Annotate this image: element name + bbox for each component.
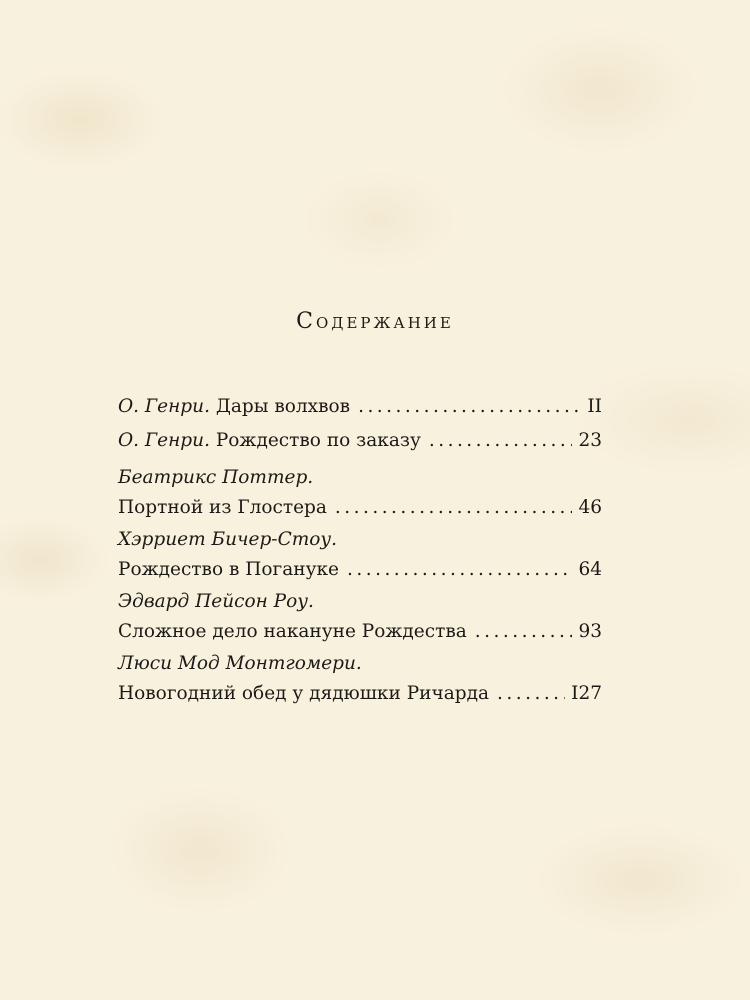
toc-entry (118, 587, 602, 647)
toc-entry-line (118, 392, 602, 422)
toc-entry-page: I27 (571, 683, 602, 704)
toc-entry-author: О. Генри. (118, 430, 210, 451)
toc-entry-author: Беатрикс Поттер. (118, 467, 314, 488)
toc-entry (118, 426, 602, 456)
dot-leader (429, 426, 573, 456)
toc-entry-title: Дары волхвов (215, 396, 351, 417)
toc-entry-page: 93 (578, 621, 602, 642)
toc-entry (118, 649, 602, 709)
toc-entry (118, 392, 602, 422)
toc-entry-line (118, 617, 602, 647)
toc-entry (118, 463, 602, 523)
dot-leader (358, 392, 581, 422)
dot-leader (335, 493, 573, 523)
toc-entry-title: Рождество в Поганукe (118, 559, 339, 580)
toc-entry-line (118, 555, 602, 585)
toc-title: Содержание (296, 309, 454, 334)
toc-entry-author: Хэрриет Бичер-Стоу. (118, 529, 338, 550)
toc-entry-title: Новогодний обед у дядюшки Ричарда (118, 683, 490, 704)
dot-leader (475, 617, 573, 647)
toc-entry-page: 64 (578, 559, 602, 580)
toc-entry-author: Люси Мод Монтгомери. (118, 653, 362, 674)
toc-entry-page: 46 (578, 497, 602, 518)
toc-entry-title: Рождество по заказу (215, 430, 421, 451)
toc-entry-line (118, 679, 602, 709)
toc-entry-page: 23 (578, 430, 602, 451)
toc-entry (118, 525, 602, 585)
toc-entry-author: О. Генри. (118, 396, 210, 417)
toc-entry-line (118, 493, 602, 523)
toc-entry-title: Сложное дело накануне Рождества (118, 621, 467, 642)
toc-entry-title: Портной из Глостера (118, 497, 327, 518)
dot-leader (497, 679, 565, 709)
toc-entry-line (118, 426, 602, 456)
toc-entry-author: Эдвард Пейсон Роу. (118, 591, 314, 612)
toc-entry-page: II (587, 396, 602, 417)
dot-leader (347, 555, 572, 585)
